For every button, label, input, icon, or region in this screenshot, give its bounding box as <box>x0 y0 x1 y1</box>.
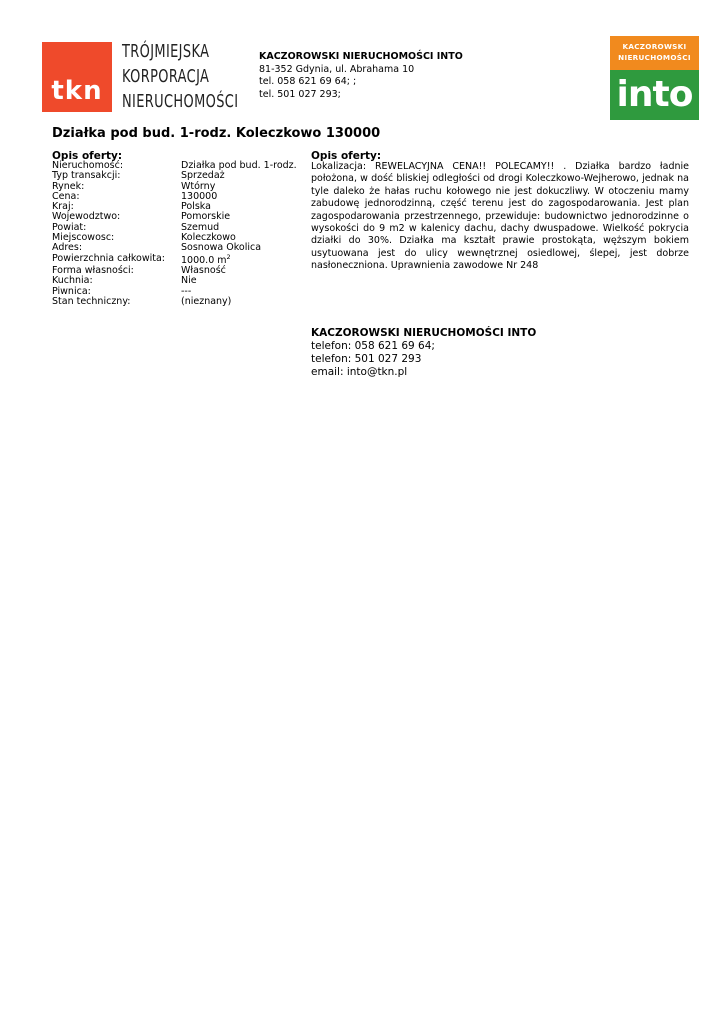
contact-email: email: into@tkn.pl <box>311 366 408 378</box>
detail-value: Szemud <box>181 221 220 233</box>
area-unit-exponent: 2 <box>226 252 231 261</box>
detail-value: Koleczkowo <box>181 232 236 244</box>
page-title: Działka pod bud. 1-rodz. Koleczkowo 130000 <box>52 126 381 141</box>
contact-block <box>311 327 536 379</box>
detail-value: Sosnowa Okolica <box>181 242 262 254</box>
area-value: 1000.0 m <box>181 254 227 266</box>
detail-label: Stan techniczny: <box>52 296 131 308</box>
company-phone-2: tel. 501 027 293; <box>259 88 341 100</box>
detail-label: Typ transakcji: <box>52 170 121 182</box>
detail-label: Kraj: <box>52 201 74 213</box>
into-logo <box>610 36 699 120</box>
company-name: KACZOROWSKI NIERUCHOMOŚCI INTO <box>259 51 463 62</box>
into-logo-bottom <box>610 70 699 120</box>
detail-value: Własność <box>181 265 226 277</box>
detail-value: Nie <box>181 275 197 287</box>
detail-label: Powierzchnia całkowita: <box>52 252 165 264</box>
company-header <box>259 51 463 101</box>
tkn-logo-text: tkn <box>51 76 103 106</box>
detail-label: Piwnica: <box>52 285 91 297</box>
detail-label: Miejscowosc: <box>52 232 115 244</box>
detail-value: Polska <box>181 201 211 213</box>
contact-phone-1: telefon: 058 621 69 64; <box>311 340 435 352</box>
into-logo-top <box>610 36 699 70</box>
offer-heading: Opis oferty: <box>52 150 123 162</box>
detail-label: Forma własności: <box>52 265 134 277</box>
detail-label: Wojewodztwo: <box>52 211 121 223</box>
tkn-logo-box <box>42 42 112 112</box>
detail-value: Sprzedaż <box>181 170 225 182</box>
detail-label: Adres: <box>52 242 83 254</box>
tkn-logo-words <box>122 40 237 115</box>
contact-phone-2: telefon: 501 027 293 <box>311 353 422 365</box>
detail-value: --- <box>181 285 192 297</box>
detail-label: Powiat: <box>52 221 87 233</box>
detail-label: Kuchnia: <box>52 275 93 287</box>
detail-label: Nieruchomość: <box>52 160 124 171</box>
detail-value: Wtórny <box>181 180 216 192</box>
company-address: 81-352 Gdynia, ul. Abrahama 10 <box>259 63 415 75</box>
detail-value: Pomorskie <box>181 211 231 223</box>
company-phone-1: tel. 058 621 69 64; ; <box>259 76 357 87</box>
detail-value: (nieznany) <box>181 296 232 308</box>
detail-label: Rynek: <box>52 180 85 192</box>
tkn-logo <box>42 42 239 116</box>
detail-value: Działka pod bud. 1-rodz. <box>181 160 297 171</box>
tkn-logo-line-2: KORPORACJA <box>122 67 210 87</box>
contact-name: KACZOROWSKI NIERUCHOMOŚCI INTO <box>311 327 537 339</box>
detail-label: Cena: <box>52 190 80 202</box>
detail-value: 130000 <box>181 190 218 202</box>
into-logo-line-1: KACZOROWSKI <box>622 42 687 51</box>
description-text: Lokalizacja: REWELACYJNA CENA!! POLECAMY!! . Działka bardzo ładnie położona, w dość bliskiej odległości od drogi Koleczkowo-Wejherowo, jednak na tyle daleko że hałas ruchu kołowego nie jest dokuczliwy. W otoczeniu mamy zabudowę jednorodzinną, część terenu jest do zagospodarowania. Jest plan zagospodarowania przestrzennego, przewiduje: budownictwo jednorodzinne o wysokości do 9 m2 w kalenicy dachu, dachy dwuspadowe. Wielkość pokrycia działki do 30%. Działka ma kształt prawie prostokąta, węższym bokiem usytuowana jest do ulicy wewnętrznej osiedlowej, ślepej, jest dobrze nasłoneczniona. Uprawnienia zawodowe Nr 248 <box>311 161 689 272</box>
into-logo-line-2: NIERUCHOMOŚCI <box>618 53 691 62</box>
description-heading: Opis oferty: <box>311 150 382 162</box>
into-logo-word: into <box>616 74 693 115</box>
tkn-logo-line-3: NIERUCHOMOŚCI <box>122 92 239 112</box>
tkn-logo-line-1: TRÓJMIEJSKA <box>122 42 210 62</box>
